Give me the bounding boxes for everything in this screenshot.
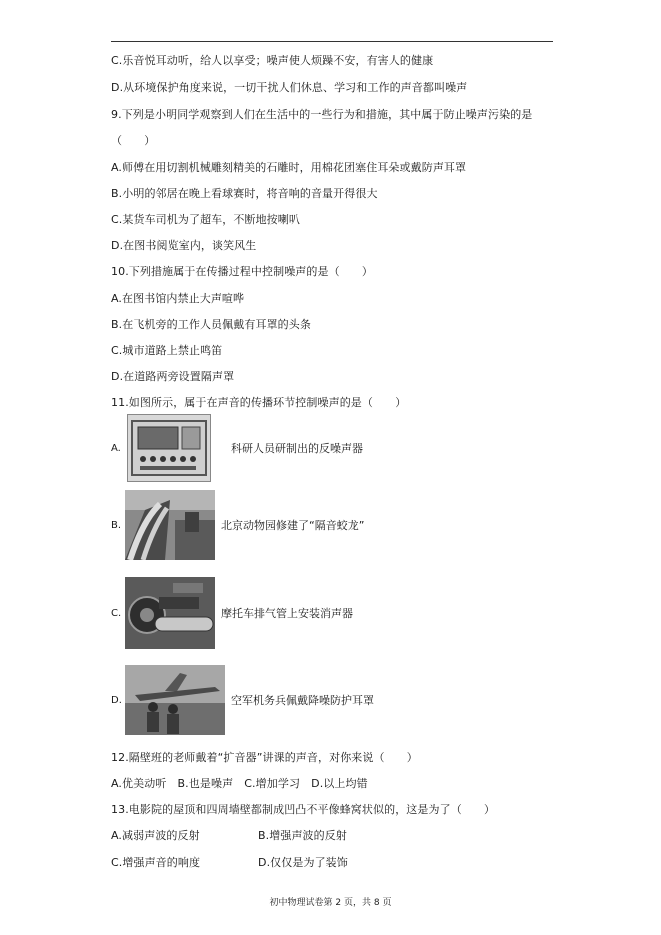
question-9-option-a: A.师傅在用切割机械雕刻精美的石雕时，用棉花团塞住耳朵或戴防声耳罩 (111, 161, 467, 174)
question-13-option-a: A.减弱声波的反射 (111, 829, 200, 842)
page-footer: 初中物理试卷第 2 页，共 8 页 (269, 898, 392, 908)
airforce-ground-crew-image (125, 665, 225, 735)
sound-barrier-tunnel-image (125, 490, 215, 560)
question-11-option-d (111, 665, 374, 735)
option-d-prev: D.从环境保护角度来说，一切干扰人们休息、学习和工作的声音都叫噪声 (111, 81, 468, 94)
question-9-option-b: B.小明的邻居在晚上看球赛时，将音响的音量开得很大 (111, 187, 378, 200)
option-caption: 摩托车排气管上安装消声器 (221, 607, 353, 620)
question-13-option-d: D.仅仅是为了装饰 (258, 856, 348, 869)
option-c-prev: C.乐音悦耳动听，给人以享受；噪声使人烦躁不安，有害人的健康 (111, 54, 434, 67)
question-11-option-a (111, 414, 363, 482)
question-11-option-c (111, 577, 353, 649)
question-9-option-c: C.某货车司机为了超车，不断地按喇叭 (111, 213, 300, 226)
question-10-stem: 10.下列措施属于在传播过程中控制噪声的是（ ） (111, 265, 373, 278)
question-9-option-d: D.在图书阅览室内，谈笑风生 (111, 239, 257, 252)
question-9-stem: 9.下列是小明同学观察到人们在生活中的一些行为和措施，其中属于防止噪声污染的是 (111, 108, 533, 121)
option-letter: D. (111, 694, 122, 706)
option-caption: 空军机务兵佩戴降噪防护耳罩 (231, 694, 374, 707)
option-caption: 科研人员研制出的反噪声器 (231, 442, 363, 455)
option-letter: B. (111, 519, 122, 531)
question-13-option-c: C.增强声音的响度 (111, 856, 201, 869)
question-9-bracket: （ ） (111, 134, 156, 147)
header-rule (111, 41, 553, 42)
question-11-stem: 11.如图所示，属于在声音的传播环节控制噪声的是（ ） (111, 396, 407, 409)
option-letter: C. (111, 607, 122, 619)
option-caption: 北京动物园修建了“隔音蛟龙” (221, 519, 365, 532)
question-11-option-b (111, 490, 364, 560)
motorcycle-muffler-image (125, 577, 215, 649)
option-letter: A. (111, 442, 121, 454)
question-10-option-c: C.城市道路上禁止鸣笛 (111, 344, 223, 357)
question-10-option-b: B.在飞机旁的工作人员佩戴有耳罩的头条 (111, 318, 311, 331)
question-10-option-d: D.在道路两旁设置隔声罩 (111, 370, 235, 383)
anti-noise-device-image (127, 414, 211, 482)
question-12-stem: 12.隔壁班的老师戴着“扩音器”讲课的声音，对你来说（ ） (111, 751, 418, 764)
question-12-options: A.优美动听 B.也是噪声 C.增加学习 D.以上均错 (111, 777, 368, 790)
question-10-option-a: A.在图书馆内禁止大声喧哗 (111, 292, 245, 305)
question-13-stem: 13.电影院的屋顶和四周墙壁都制成凹凸不平像蜂窝状似的，这是为了（ ） (111, 803, 496, 816)
question-13-option-b: B.增强声波的反射 (258, 829, 347, 842)
